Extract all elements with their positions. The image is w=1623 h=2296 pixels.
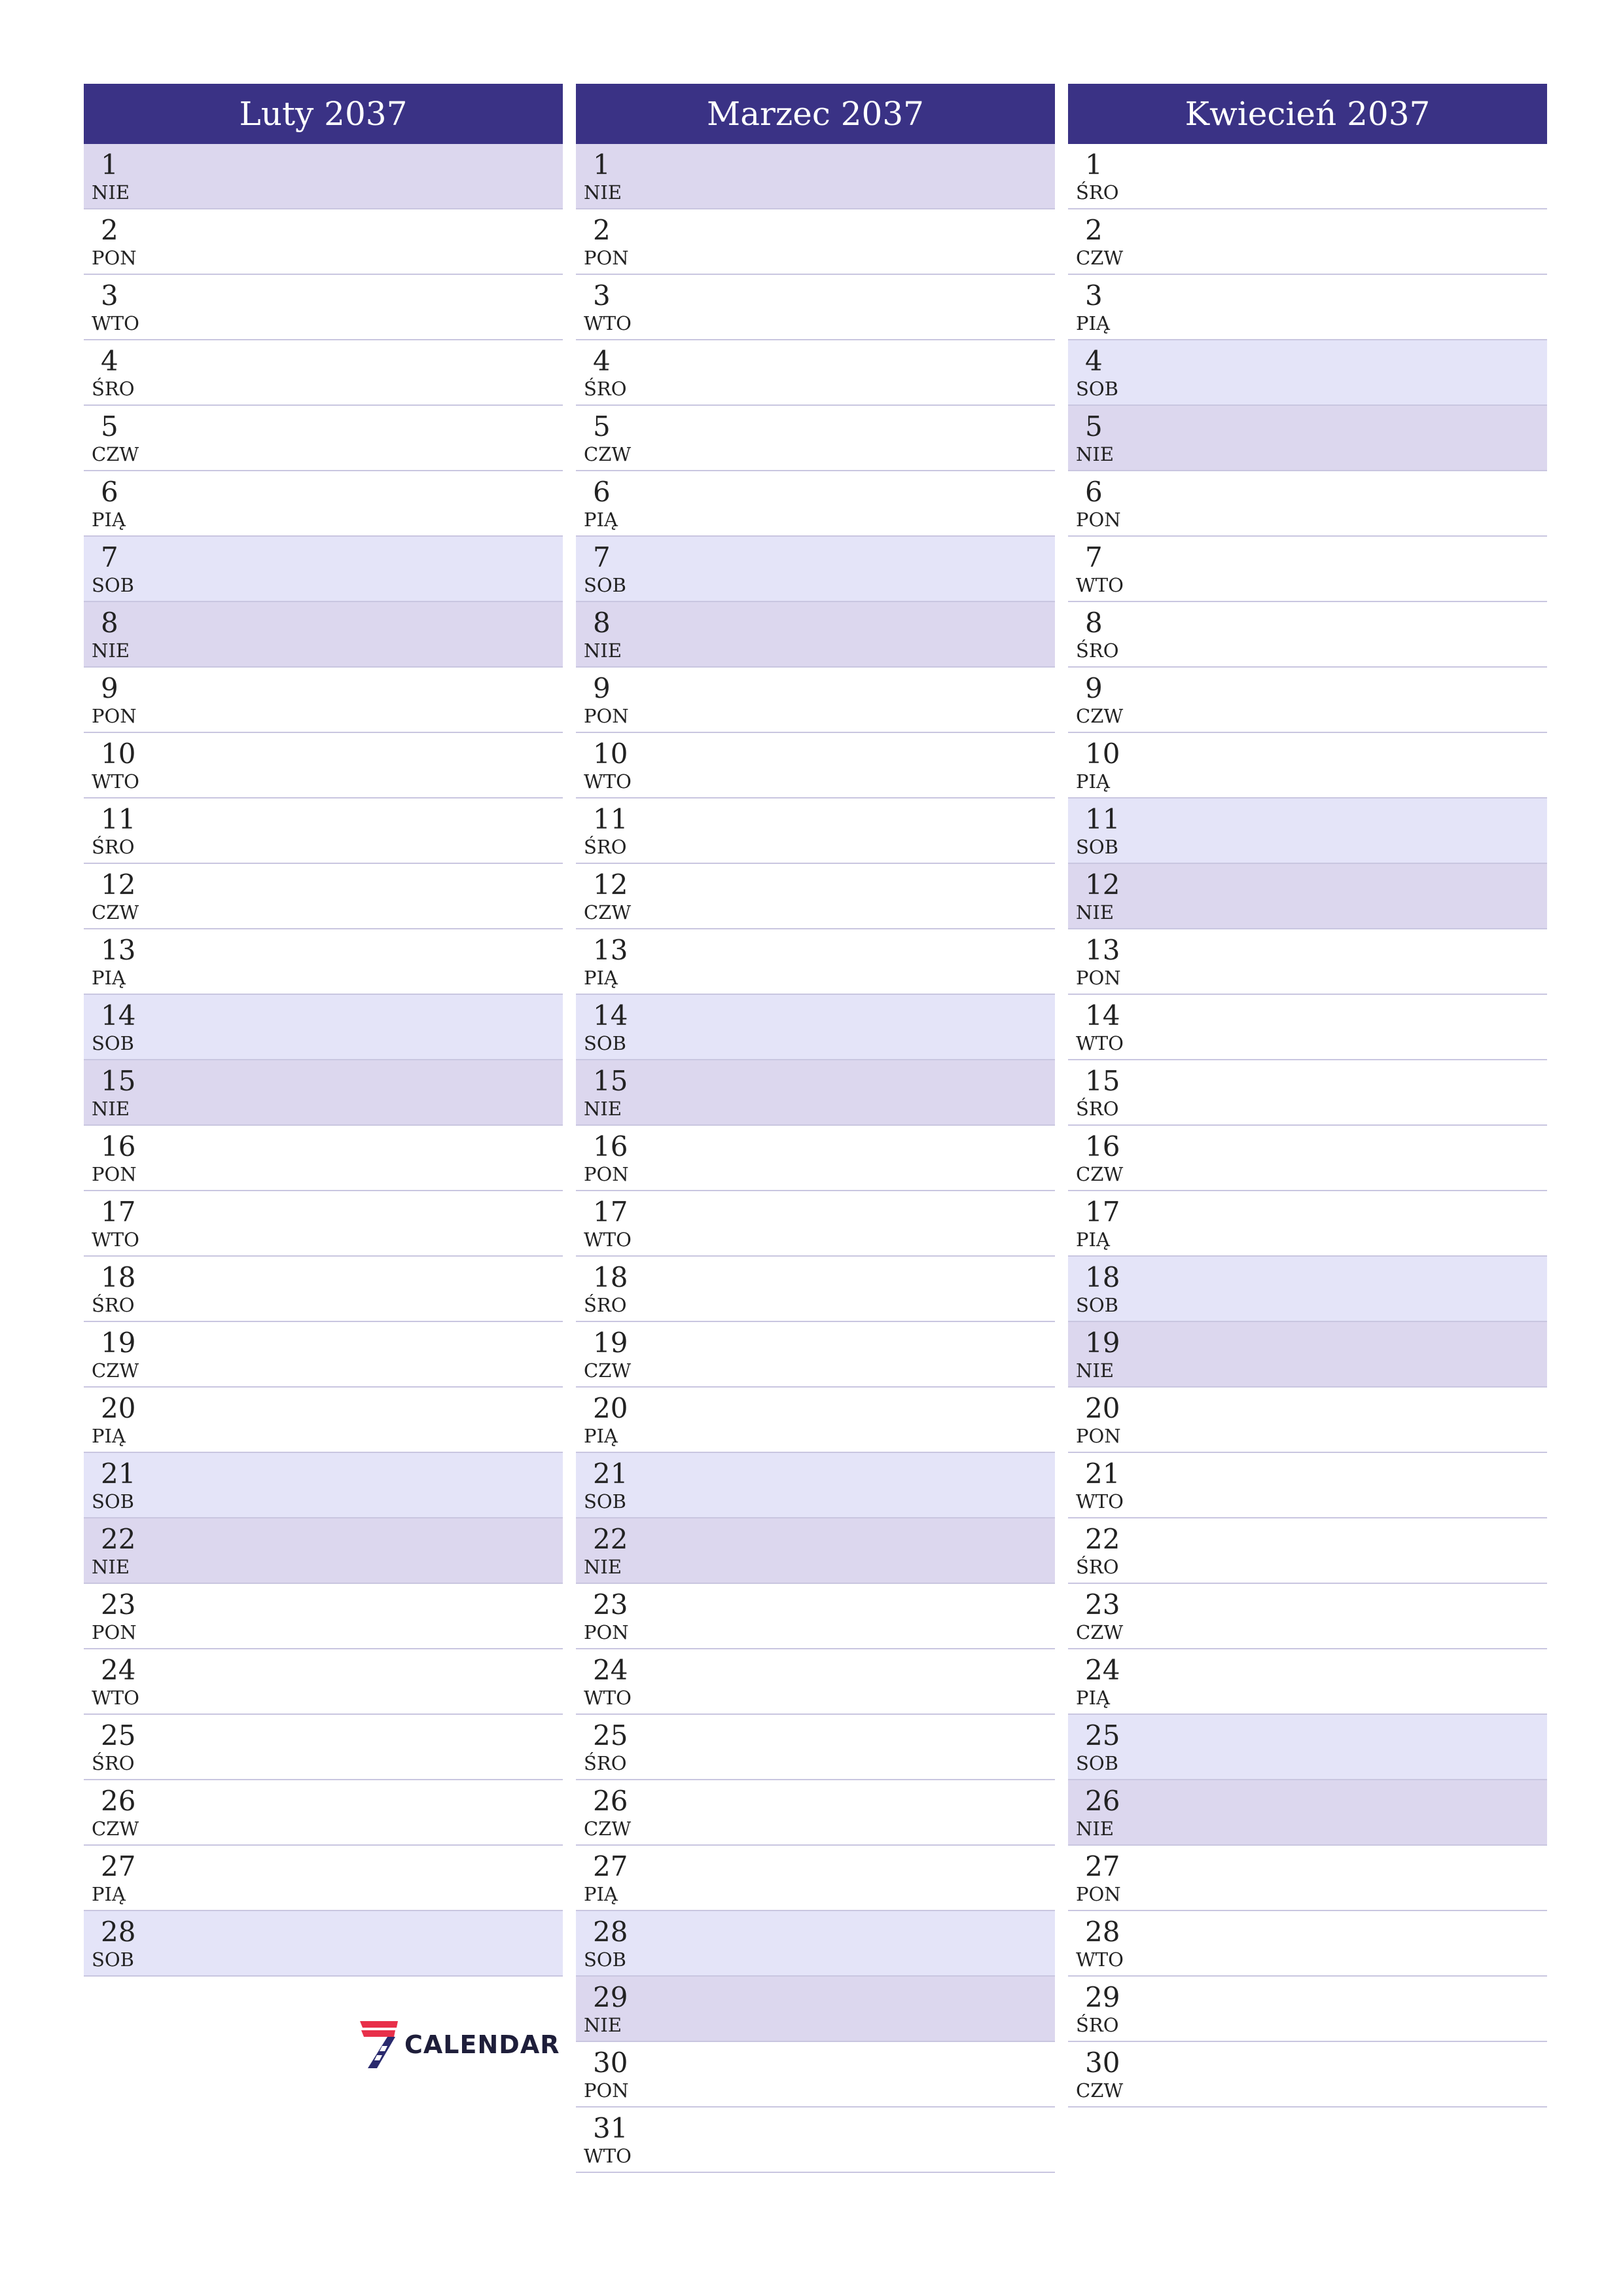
day-row [84, 995, 563, 1060]
day-number: 14 [593, 999, 628, 1031]
day-row [84, 1257, 563, 1322]
day-row [1068, 602, 1547, 668]
day-row [1068, 995, 1547, 1060]
day-number: 15 [1085, 1065, 1120, 1097]
day-row [84, 1911, 563, 1977]
day-number: 11 [101, 803, 136, 835]
weekday-label: PIĄ [584, 1425, 618, 1447]
day-number: 16 [1085, 1130, 1120, 1162]
day-row [84, 1126, 563, 1191]
day-number: 19 [593, 1327, 628, 1359]
day-row [1068, 340, 1547, 406]
day-row [84, 1846, 563, 1911]
day-row [1068, 1388, 1547, 1453]
day-number: 5 [1085, 410, 1103, 442]
day-number: 1 [593, 149, 611, 181]
day-row [576, 537, 1055, 602]
day-number: 29 [1085, 1981, 1120, 2013]
day-row [1068, 1191, 1547, 1257]
month-column-kwiecien [1068, 84, 1547, 2108]
day-row [576, 1388, 1055, 1453]
weekday-label: ŚRO [1076, 181, 1119, 204]
weekday-label: PIĄ [1076, 312, 1110, 334]
day-row [576, 1977, 1055, 2042]
day-number: 3 [593, 279, 611, 312]
day-number: 4 [593, 345, 611, 377]
weekday-label: ŚRO [1076, 1098, 1119, 1120]
day-number: 5 [593, 410, 611, 442]
day-number: 6 [101, 476, 118, 508]
weekday-label: SOB [1076, 378, 1118, 400]
day-number: 12 [1085, 869, 1120, 901]
weekday-label: WTO [1076, 1948, 1124, 1971]
day-row [1068, 1060, 1547, 1126]
day-number: 17 [1085, 1196, 1120, 1228]
day-row [576, 471, 1055, 537]
day-row [1068, 1518, 1547, 1584]
day-number: 20 [593, 1392, 628, 1424]
day-number: 13 [101, 934, 136, 966]
day-number: 24 [593, 1654, 628, 1686]
weekday-label: PIĄ [1076, 770, 1110, 793]
month-column-luty [84, 84, 563, 1977]
day-number: 15 [101, 1065, 136, 1097]
day-number: 22 [1085, 1523, 1120, 1555]
day-number: 20 [1085, 1392, 1120, 1424]
weekday-label: CZW [584, 443, 632, 465]
day-number: 22 [593, 1523, 628, 1555]
day-number: 27 [593, 1850, 628, 1882]
weekday-label: NIE [584, 181, 622, 204]
weekday-label: ŚRO [1076, 2014, 1119, 2036]
day-number: 17 [101, 1196, 136, 1228]
day-row [84, 1191, 563, 1257]
day-row [576, 995, 1055, 1060]
day-row [576, 1322, 1055, 1388]
day-row [576, 602, 1055, 668]
weekday-label: CZW [584, 901, 632, 924]
day-row [576, 798, 1055, 864]
weekday-label: NIE [584, 1098, 622, 1120]
weekday-label: PON [1076, 1425, 1121, 1447]
weekday-label: ŚRO [1076, 1556, 1119, 1578]
weekday-label: SOB [1076, 1294, 1118, 1316]
day-number: 22 [101, 1523, 136, 1555]
day-row [576, 1584, 1055, 1649]
day-row [84, 929, 563, 995]
day-row [84, 1060, 563, 1126]
day-row [576, 1846, 1055, 1911]
weekday-label: ŚRO [92, 1294, 135, 1316]
month-title: Kwiecień 2037 [1068, 84, 1547, 144]
day-number: 9 [101, 672, 118, 704]
weekday-label: PON [92, 1621, 137, 1643]
day-row [576, 209, 1055, 275]
weekday-label: CZW [1076, 705, 1124, 727]
day-number: 30 [593, 2047, 628, 2079]
day-number: 15 [593, 1065, 628, 1097]
weekday-label: PON [584, 705, 629, 727]
day-number: 19 [101, 1327, 136, 1359]
day-number: 28 [101, 1916, 136, 1948]
month-title: Luty 2037 [84, 84, 563, 144]
weekday-label: PON [92, 247, 137, 269]
day-number: 24 [101, 1654, 136, 1686]
day-number: 7 [1085, 541, 1103, 573]
day-number: 19 [1085, 1327, 1120, 1359]
day-number: 3 [101, 279, 118, 312]
weekday-label: PIĄ [92, 967, 126, 989]
weekday-label: NIE [584, 639, 622, 662]
weekday-label: PIĄ [92, 1425, 126, 1447]
weekday-label: PON [1076, 967, 1121, 989]
day-row [1068, 471, 1547, 537]
day-row [84, 209, 563, 275]
day-row [576, 864, 1055, 929]
day-row [84, 406, 563, 471]
weekday-label: WTO [92, 770, 139, 793]
day-row [1068, 733, 1547, 798]
day-number: 4 [1085, 345, 1103, 377]
weekday-label: NIE [1076, 1359, 1114, 1382]
weekday-label: PIĄ [1076, 1687, 1110, 1709]
weekday-label: SOB [584, 1490, 626, 1513]
weekday-label: NIE [1076, 901, 1114, 924]
weekday-label: WTO [92, 1687, 139, 1709]
day-number: 21 [593, 1458, 628, 1490]
day-number: 1 [101, 149, 118, 181]
weekday-label: SOB [92, 1490, 134, 1513]
weekday-label: SOB [1076, 836, 1118, 858]
weekday-label: PON [1076, 509, 1121, 531]
weekday-label: PIĄ [92, 1883, 126, 1905]
day-row [84, 602, 563, 668]
weekday-label: PON [92, 705, 137, 727]
day-row [576, 1649, 1055, 1715]
day-row [84, 668, 563, 733]
day-row [576, 929, 1055, 995]
day-number: 11 [593, 803, 628, 835]
day-number: 28 [593, 1916, 628, 1948]
weekday-label: PON [584, 1621, 629, 1643]
day-number: 27 [101, 1850, 136, 1882]
weekday-label: CZW [1076, 247, 1124, 269]
day-number: 12 [593, 869, 628, 901]
day-row [1068, 1584, 1547, 1649]
weekday-label: CZW [92, 443, 139, 465]
day-number: 26 [1085, 1785, 1120, 1817]
day-number: 23 [101, 1588, 136, 1621]
weekday-label: PIĄ [584, 967, 618, 989]
day-row [576, 1518, 1055, 1584]
day-row [1068, 1322, 1547, 1388]
weekday-label: SOB [1076, 1752, 1118, 1774]
day-row [1068, 2042, 1547, 2108]
day-row [84, 1388, 563, 1453]
day-row [84, 1584, 563, 1649]
day-row [84, 864, 563, 929]
day-number: 2 [1085, 214, 1103, 246]
brand-logo [359, 2018, 560, 2071]
weekday-label: ŚRO [584, 836, 627, 858]
day-row [576, 668, 1055, 733]
day-number: 18 [1085, 1261, 1120, 1293]
day-row [84, 798, 563, 864]
day-number: 6 [593, 476, 611, 508]
day-number: 7 [593, 541, 611, 573]
day-row [84, 471, 563, 537]
day-row [1068, 1977, 1547, 2042]
weekday-label: WTO [1076, 1490, 1124, 1513]
day-number: 21 [101, 1458, 136, 1490]
weekday-label: WTO [1076, 1032, 1124, 1054]
weekday-label: ŚRO [92, 378, 135, 400]
day-row [84, 340, 563, 406]
weekday-label: SOB [92, 1948, 134, 1971]
day-number: 9 [1085, 672, 1103, 704]
weekday-label: WTO [584, 1229, 632, 1251]
day-number: 25 [593, 1719, 628, 1751]
day-row [1068, 537, 1547, 602]
weekday-label: PIĄ [584, 1883, 618, 1905]
weekday-label: SOB [584, 574, 626, 596]
day-row [84, 1453, 563, 1518]
day-number: 16 [101, 1130, 136, 1162]
day-number: 8 [101, 607, 118, 639]
day-row [576, 2042, 1055, 2108]
day-row [576, 406, 1055, 471]
day-row [576, 733, 1055, 798]
day-row [84, 733, 563, 798]
weekday-label: SOB [584, 1948, 626, 1971]
day-number: 3 [1085, 279, 1103, 312]
day-row [576, 275, 1055, 340]
day-row [84, 144, 563, 209]
weekday-label: PIĄ [92, 509, 126, 531]
day-number: 23 [593, 1588, 628, 1621]
day-number: 10 [1085, 738, 1120, 770]
day-row [84, 537, 563, 602]
day-number: 26 [593, 1785, 628, 1817]
day-row [1068, 209, 1547, 275]
day-number: 23 [1085, 1588, 1120, 1621]
day-number: 5 [101, 410, 118, 442]
day-number: 6 [1085, 476, 1103, 508]
day-row [1068, 1911, 1547, 1977]
weekday-label: CZW [92, 901, 139, 924]
day-number: 24 [1085, 1654, 1120, 1686]
day-row [576, 1257, 1055, 1322]
weekday-label: CZW [92, 1818, 139, 1840]
weekday-label: NIE [1076, 1818, 1114, 1840]
month-column-marzec [576, 84, 1055, 2173]
weekday-label: WTO [584, 2145, 632, 2167]
day-number: 14 [101, 999, 136, 1031]
weekday-label: WTO [92, 1229, 139, 1251]
day-number: 12 [101, 869, 136, 901]
weekday-label: WTO [92, 312, 139, 334]
day-number: 20 [101, 1392, 136, 1424]
day-row [1068, 406, 1547, 471]
day-row [576, 1911, 1055, 1977]
day-number: 14 [1085, 999, 1120, 1031]
weekday-label: CZW [1076, 1621, 1124, 1643]
day-number: 2 [593, 214, 611, 246]
weekday-label: NIE [92, 181, 130, 204]
day-number: 27 [1085, 1850, 1120, 1882]
weekday-label: PON [584, 2079, 629, 2102]
day-number: 26 [101, 1785, 136, 1817]
weekday-label: ŚRO [584, 1752, 627, 1774]
day-row [576, 2108, 1055, 2173]
day-number: 8 [1085, 607, 1103, 639]
weekday-label: NIE [92, 639, 130, 662]
weekday-label: NIE [92, 1098, 130, 1120]
weekday-label: NIE [584, 2014, 622, 2036]
day-number: 11 [1085, 803, 1120, 835]
day-row [84, 275, 563, 340]
day-row [1068, 1453, 1547, 1518]
day-row [576, 144, 1055, 209]
day-row [84, 1715, 563, 1780]
weekday-label: NIE [92, 1556, 130, 1578]
day-row [1068, 798, 1547, 864]
day-number: 18 [101, 1261, 136, 1293]
day-number: 29 [593, 1981, 628, 2013]
weekday-label: CZW [1076, 1163, 1124, 1185]
weekday-label: PIĄ [1076, 1229, 1110, 1251]
day-number: 4 [101, 345, 118, 377]
weekday-label: ŚRO [1076, 639, 1119, 662]
day-row [1068, 1649, 1547, 1715]
day-row [1068, 929, 1547, 995]
day-number: 1 [1085, 149, 1103, 181]
weekday-label: WTO [584, 1687, 632, 1709]
day-row [1068, 1780, 1547, 1846]
day-row [1068, 275, 1547, 340]
day-row [576, 1126, 1055, 1191]
weekday-label: CZW [584, 1818, 632, 1840]
day-number: 18 [593, 1261, 628, 1293]
weekday-label: CZW [584, 1359, 632, 1382]
day-number: 31 [593, 2112, 628, 2144]
day-row [1068, 668, 1547, 733]
weekday-label: WTO [584, 312, 632, 334]
day-row [576, 1453, 1055, 1518]
weekday-label: NIE [1076, 443, 1114, 465]
day-row [84, 1322, 563, 1388]
day-row [84, 1518, 563, 1584]
day-number: 25 [1085, 1719, 1120, 1751]
day-number: 21 [1085, 1458, 1120, 1490]
weekday-label: PON [584, 1163, 629, 1185]
day-number: 13 [1085, 934, 1120, 966]
weekday-label: CZW [92, 1359, 139, 1382]
day-row [1068, 1126, 1547, 1191]
weekday-label: SOB [92, 574, 134, 596]
day-row [1068, 144, 1547, 209]
weekday-label: ŚRO [584, 378, 627, 400]
weekday-label: NIE [584, 1556, 622, 1578]
weekday-label: PON [92, 1163, 137, 1185]
day-number: 10 [101, 738, 136, 770]
day-row [576, 340, 1055, 406]
weekday-label: ŚRO [584, 1294, 627, 1316]
day-row [1068, 864, 1547, 929]
day-row [1068, 1715, 1547, 1780]
weekday-label: PON [1076, 1883, 1121, 1905]
day-list [576, 144, 1055, 2173]
day-row [576, 1191, 1055, 1257]
day-number: 2 [101, 214, 118, 246]
weekday-label: WTO [1076, 574, 1124, 596]
day-number: 16 [593, 1130, 628, 1162]
day-number: 28 [1085, 1916, 1120, 1948]
day-number: 25 [101, 1719, 136, 1751]
day-list [84, 144, 563, 1977]
weekday-label: CZW [1076, 2079, 1124, 2102]
day-row [1068, 1846, 1547, 1911]
weekday-label: ŚRO [92, 836, 135, 858]
seven-logo-icon [359, 2020, 399, 2070]
day-row [84, 1780, 563, 1846]
day-number: 13 [593, 934, 628, 966]
weekday-label: ŚRO [92, 1752, 135, 1774]
day-list [1068, 144, 1547, 2108]
day-number: 10 [593, 738, 628, 770]
weekday-label: WTO [584, 770, 632, 793]
logo-text: CALENDAR [404, 2030, 560, 2059]
day-number: 7 [101, 541, 118, 573]
weekday-label: PIĄ [584, 509, 618, 531]
day-number: 8 [593, 607, 611, 639]
day-row [576, 1060, 1055, 1126]
day-row [1068, 1257, 1547, 1322]
weekday-label: PON [584, 247, 629, 269]
weekday-label: SOB [584, 1032, 626, 1054]
day-number: 9 [593, 672, 611, 704]
day-number: 30 [1085, 2047, 1120, 2079]
day-row [84, 1649, 563, 1715]
month-title: Marzec 2037 [576, 84, 1055, 144]
day-row [576, 1715, 1055, 1780]
weekday-label: SOB [92, 1032, 134, 1054]
day-number: 17 [593, 1196, 628, 1228]
day-row [576, 1780, 1055, 1846]
